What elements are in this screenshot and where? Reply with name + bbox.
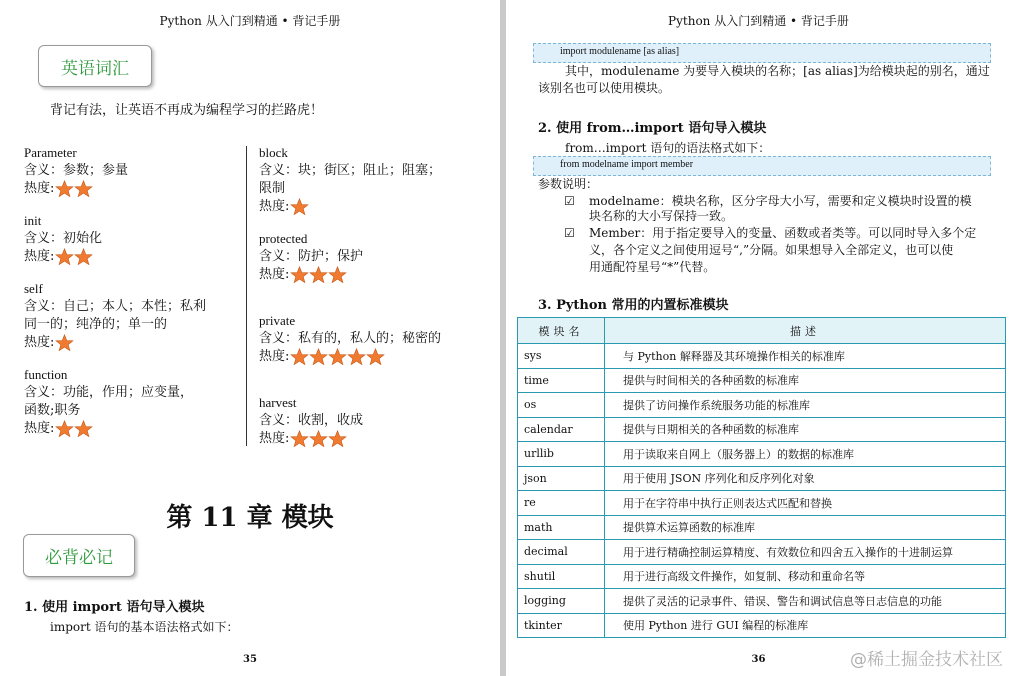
param-1-line-1: modelname：模块名称，区分字母大小写，需要和定义模块时设置的模: [589, 194, 972, 208]
module-desc-cell: 提供算术运算函数的标准库: [605, 515, 1006, 540]
right-page: [506, 0, 1011, 676]
heat-label: 热度:: [259, 431, 290, 446]
module-desc-cell: 使用 Python 进行 GUI 编程的标准库: [605, 613, 1006, 638]
param-1-line-2: 块名称的大小写保持一致。: [589, 209, 734, 223]
vocab-heat: [24, 180, 234, 198]
module-name-cell: sys: [518, 344, 605, 369]
star-icon: [347, 348, 366, 365]
heat-stars: [55, 180, 93, 197]
heat-stars: [55, 420, 93, 437]
vocab-heat: [259, 266, 474, 284]
vocab-entry: [24, 144, 234, 198]
param-2-line-3: 用通配符星号“*”代替。: [589, 260, 716, 274]
table-row: [518, 540, 1006, 565]
heat-stars: [290, 348, 385, 365]
table-row: [518, 417, 1006, 442]
module-name-cell: calendar: [518, 417, 605, 442]
module-desc-cell: 与 Python 解释器及其环境操作相关的标准库: [605, 344, 1006, 369]
must-memorize-box-title: 必背必记: [23, 534, 135, 577]
section-2-title: 2. 使用 from…import 语句导入模块: [538, 121, 767, 136]
module-name-cell: time: [518, 368, 605, 393]
vocab-word: block: [259, 145, 288, 160]
vocab-column-right: [259, 144, 474, 448]
star-icon: [309, 348, 328, 365]
heat-stars: [55, 248, 93, 265]
heat-label: 热度:: [24, 181, 55, 196]
vocab-meaning: 含义：私有的，私人的；秘密的: [259, 331, 442, 346]
table-row: [518, 393, 1006, 418]
vocab-heat: [24, 334, 234, 352]
table-row: [518, 564, 1006, 589]
vocab-meaning: 含义：收割，收成: [259, 413, 364, 428]
page-number: 36: [751, 654, 766, 665]
param-2-line-2: 义，各个定义之间使用逗号“,”分隔。如果想导入全部定义，也可以使: [589, 243, 954, 257]
table-header-name: 模块名: [518, 318, 605, 344]
table-row: [518, 344, 1006, 369]
vocab-meaning: 含义：防护；保护: [259, 249, 364, 264]
vocab-meaning: 含义：功能，作用；应变量，: [24, 385, 194, 400]
star-icon: [74, 248, 93, 265]
param-label: 参数说明：: [538, 177, 599, 191]
section-1-title: 1. 使用 import 语句导入模块: [24, 600, 205, 615]
vocab-heat: [259, 348, 474, 366]
param-2-line-1: Member：用于指定要导入的变量、函数或者类等。可以同时导入多个定: [589, 226, 977, 240]
star-icon: [74, 180, 93, 197]
module-desc-cell: 提供了灵活的记录事件、错误、警告和调试信息等日志信息的功能: [605, 589, 1006, 614]
intro-text: 背记有法，让英语不再成为编程学习的拦路虎！: [50, 103, 324, 118]
table-row: [518, 589, 1006, 614]
heat-stars: [290, 266, 347, 283]
heat-label: 热度:: [259, 267, 290, 282]
vocab-word: init: [24, 213, 42, 228]
vocab-heat: [24, 420, 234, 438]
vocab-heat: [24, 248, 234, 266]
column-divider: [246, 146, 247, 446]
module-desc-cell: 提供了访问操作系统服务功能的标准库: [605, 393, 1006, 418]
para-1-line-1: 其中，modulename 为要导入模块的名称；[as alias]为给模块起的别名，通过: [565, 64, 990, 78]
table-header-row: [518, 318, 1006, 344]
module-name-cell: decimal: [518, 540, 605, 565]
vocab-word: self: [24, 281, 43, 296]
module-name-cell: urllib: [518, 442, 605, 467]
star-icon: [290, 430, 309, 447]
star-icon: [55, 420, 74, 437]
heat-label: 热度:: [259, 199, 290, 214]
vocab-box-title: 英语词汇: [38, 45, 152, 87]
heat-label: 热度:: [24, 249, 55, 264]
section-1-text: import 语句的基本语法格式如下：: [50, 620, 239, 634]
table-row: [518, 368, 1006, 393]
vocab-meaning: 同一的；纯净的；单一的: [24, 317, 168, 332]
vocab-meaning: 限制: [259, 181, 286, 196]
vocab-entry: [259, 312, 474, 366]
vocab-word: private: [259, 313, 296, 328]
star-icon: [55, 334, 74, 351]
vocab-word: function: [24, 367, 68, 382]
table-row: [518, 466, 1006, 491]
module-desc-cell: 用于进行精确控制运算精度、有效数位和四舍五入操作的十进制运算: [605, 540, 1006, 565]
module-desc-cell: 用于使用 JSON 序列化和反序列化对象: [605, 466, 1006, 491]
para-1-line-2: 该别名也可以使用模块。: [538, 81, 671, 95]
module-desc-cell: 提供与时间相关的各种函数的标准库: [605, 368, 1006, 393]
table-header-desc: 描述: [605, 318, 1006, 344]
vocab-heat: [259, 198, 474, 216]
heat-stars: [290, 198, 309, 215]
module-desc-cell: 用于进行高级文件操作，如复制、移动和重命名等: [605, 564, 1006, 589]
code-block-from-import: from modelname import member: [533, 156, 991, 176]
vocab-entry: [259, 144, 474, 216]
chapter-title: 第 11 章 模块: [166, 503, 334, 533]
vocab-entry: [24, 366, 234, 438]
section-3-title: 3. Python 常用的内置标准模块: [538, 298, 729, 313]
vocab-meaning: 含义：块；街区；阻止；阻塞；: [259, 163, 442, 178]
page-number: 35: [243, 654, 257, 665]
module-desc-cell: 提供与日期相关的各种函数的标准库: [605, 417, 1006, 442]
vocab-meaning: 含义：参数；参量: [24, 163, 129, 178]
star-icon: [328, 348, 347, 365]
vocab-heat: [259, 430, 474, 448]
page-header: Python 从入门到精通 • 背记手册: [668, 14, 849, 28]
star-icon: [55, 248, 74, 265]
module-table: [517, 317, 1006, 638]
vocab-meaning: 函数;职务: [24, 403, 81, 418]
table-row: [518, 442, 1006, 467]
star-icon: [290, 198, 309, 215]
star-icon: [309, 266, 328, 283]
checkbox-icon: ☑: [564, 194, 575, 208]
star-icon: [328, 430, 347, 447]
star-icon: [55, 180, 74, 197]
left-page: [0, 0, 500, 676]
star-icon: [328, 266, 347, 283]
section-2-text: from…import 语句的语法格式如下：: [565, 141, 771, 155]
code-block-import: import modulename [as alias]: [533, 43, 991, 63]
star-icon: [366, 348, 385, 365]
table-row: [518, 515, 1006, 540]
vocab-entry: [259, 230, 474, 284]
star-icon: [290, 348, 309, 365]
vocab-meaning: 含义：自己；本人；本性；私利: [24, 299, 207, 314]
module-name-cell: tkinter: [518, 613, 605, 638]
watermark: @稀土掘金技术社区: [850, 650, 1003, 670]
star-icon: [74, 420, 93, 437]
vocab-entry: [24, 212, 234, 266]
vocab-column-left: [24, 144, 234, 438]
module-name-cell: logging: [518, 589, 605, 614]
checkbox-icon: ☑: [564, 226, 575, 240]
vocab-meaning: 含义：初始化: [24, 231, 103, 246]
module-name-cell: json: [518, 466, 605, 491]
heat-label: 热度:: [24, 335, 55, 350]
vocab-entry: [259, 394, 474, 448]
heat-label: 热度:: [259, 349, 290, 364]
heat-stars: [55, 334, 74, 351]
page-header: Python 从入门到精通 • 背记手册: [159, 14, 341, 28]
module-desc-cell: 用于在字符串中执行正则表达式匹配和替换: [605, 491, 1006, 516]
vocab-entry: [24, 280, 234, 352]
vocab-word: Parameter: [24, 145, 77, 160]
star-icon: [309, 430, 328, 447]
module-name-cell: math: [518, 515, 605, 540]
module-name-cell: re: [518, 491, 605, 516]
module-desc-cell: 用于读取来自网上（服务器上）的数据的标准库: [605, 442, 1006, 467]
vocab-word: harvest: [259, 395, 297, 410]
heat-stars: [290, 430, 347, 447]
heat-label: 热度:: [24, 421, 55, 436]
module-name-cell: os: [518, 393, 605, 418]
table-row: [518, 491, 1006, 516]
star-icon: [290, 266, 309, 283]
table-row: [518, 613, 1006, 638]
vocab-word: protected: [259, 231, 308, 246]
module-name-cell: shutil: [518, 564, 605, 589]
